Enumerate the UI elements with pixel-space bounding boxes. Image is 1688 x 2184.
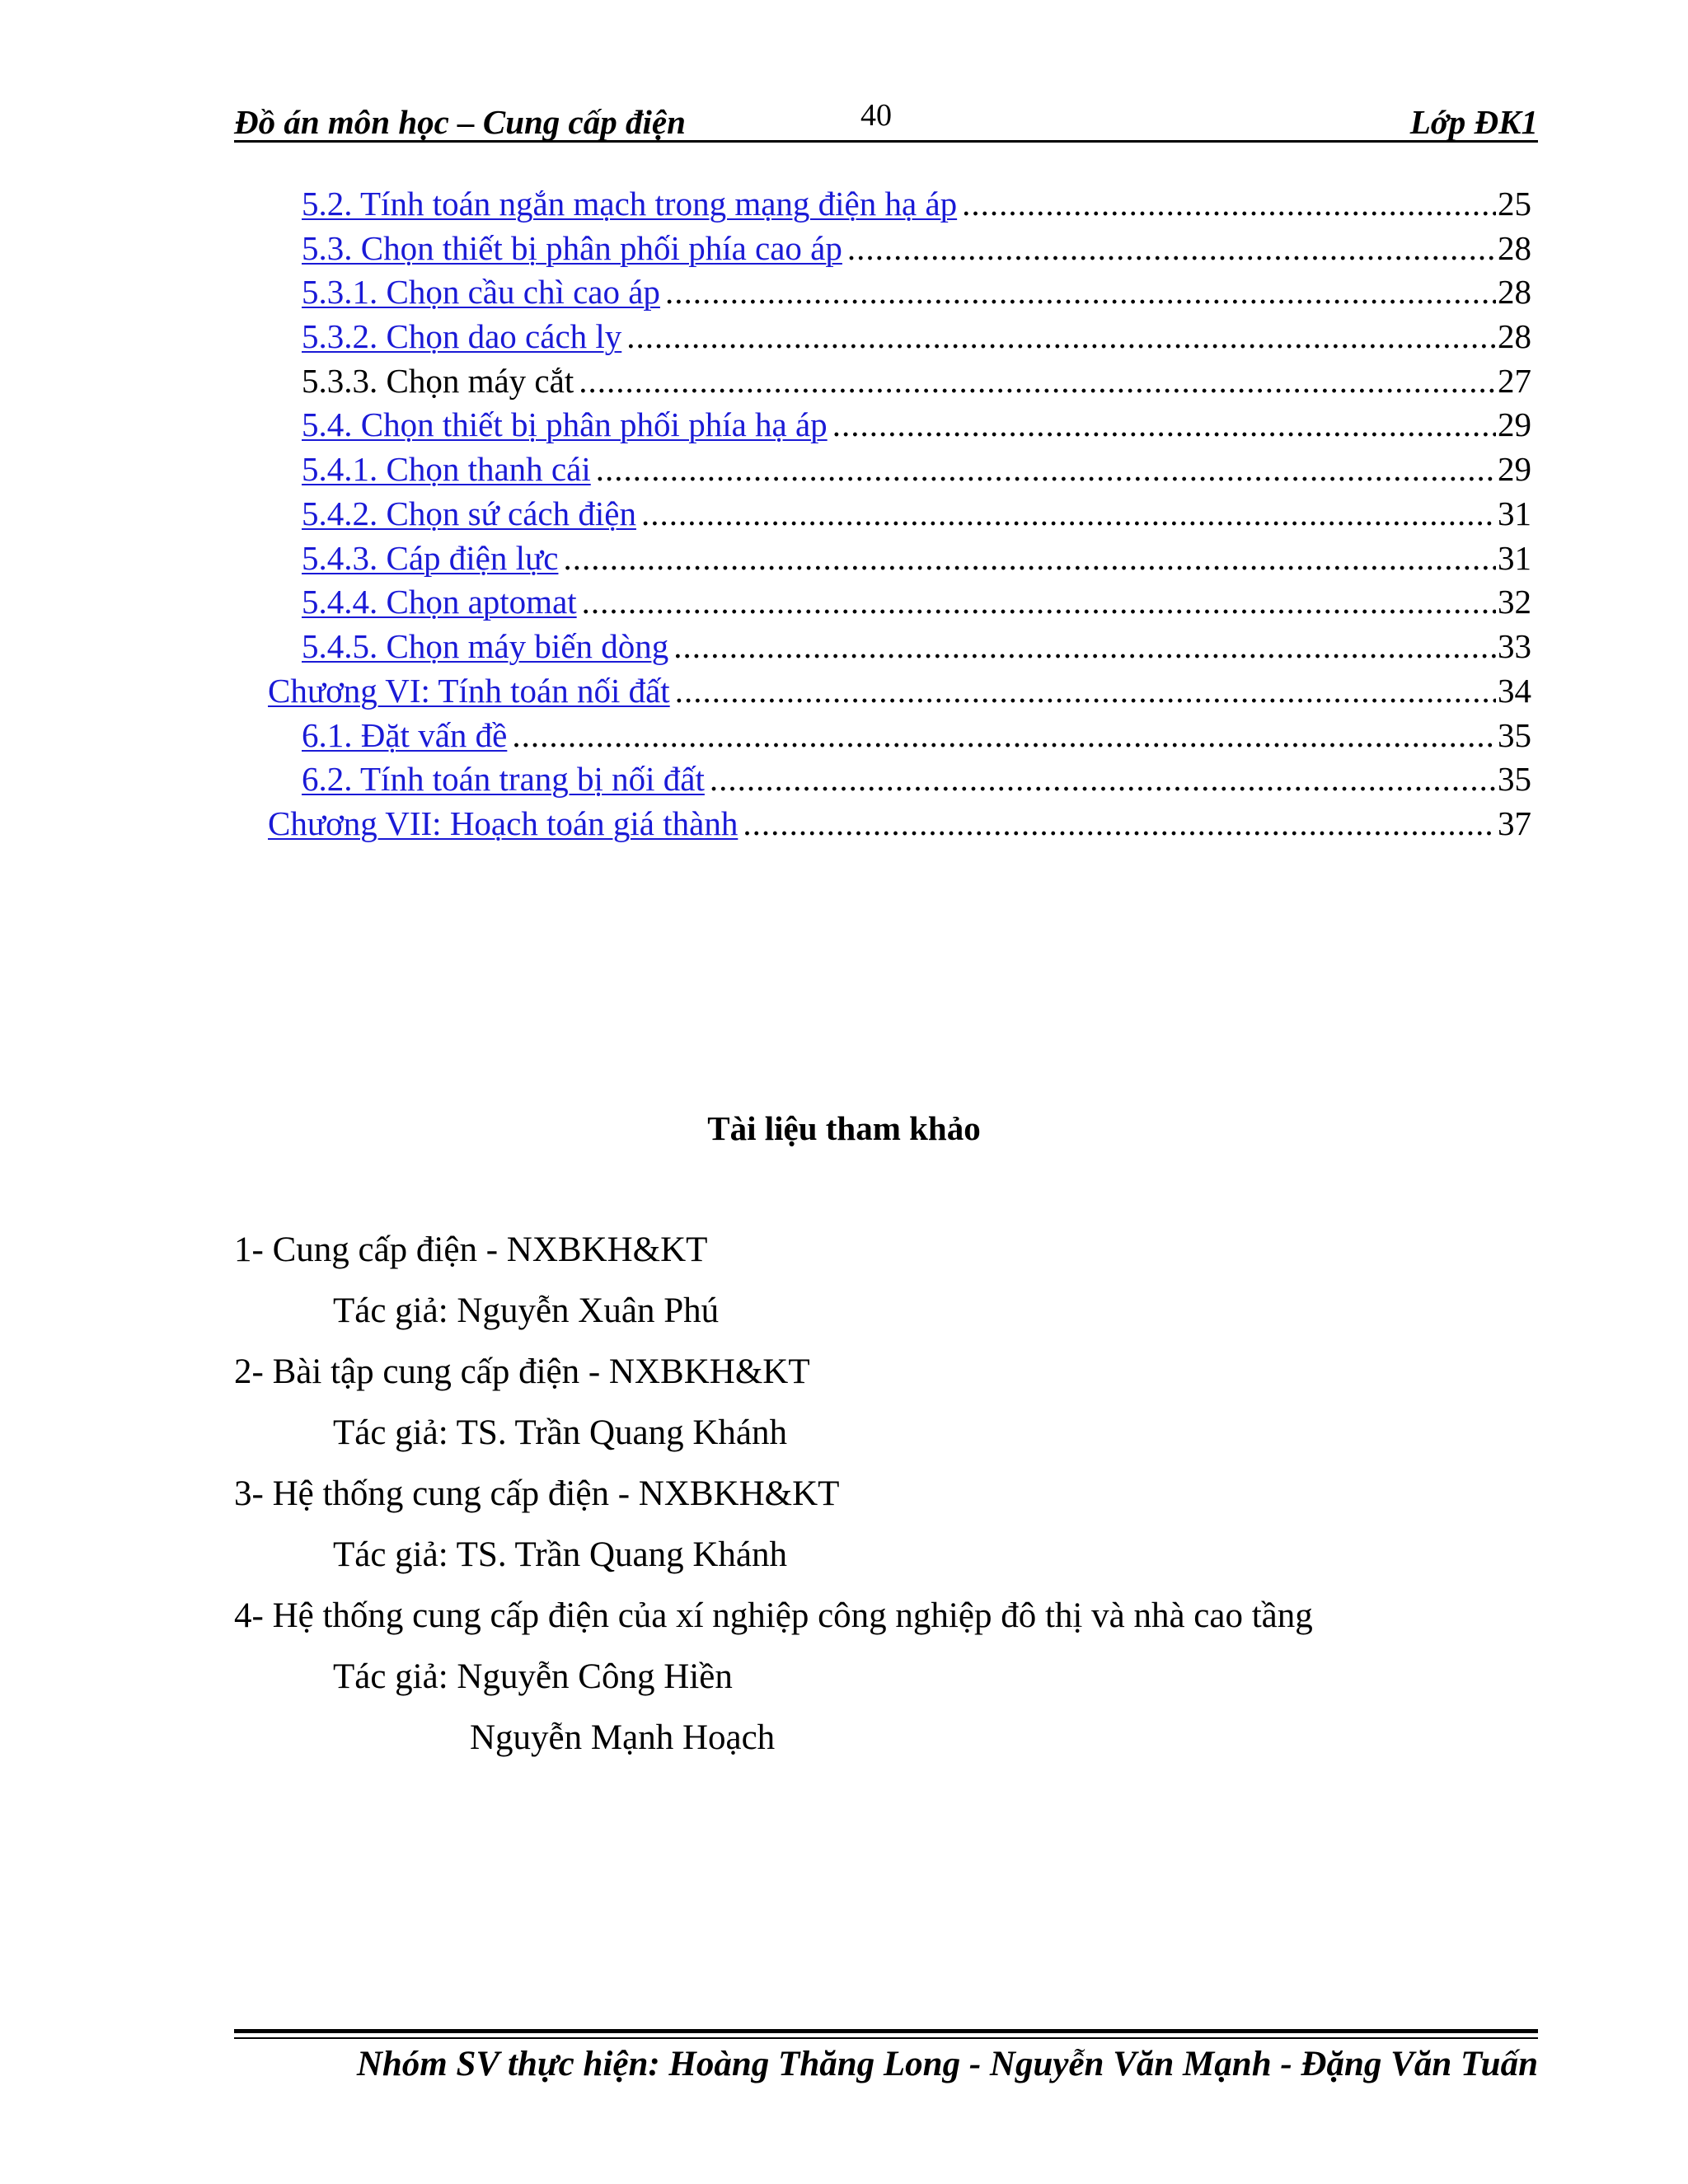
toc-leader-dots <box>563 536 1496 580</box>
toc-entry-page: 34 <box>1498 672 1531 710</box>
toc-entry-label[interactable]: Chương VII: Hoạch toán giá thành <box>268 804 738 842</box>
toc-entry[interactable] <box>302 226 1531 270</box>
toc-entry[interactable] <box>268 801 1531 846</box>
toc-leader-dots <box>962 181 1496 226</box>
toc-entry-label[interactable]: 6.1. Đặt vấn đề <box>302 716 508 754</box>
toc-leader-dots <box>847 226 1496 270</box>
toc-entry-page: 28 <box>1498 273 1531 311</box>
toc-entry-label[interactable]: 5.3. Chọn thiết bị phân phối phía cao áp <box>302 229 842 267</box>
toc-entry-label[interactable]: 5.4.2. Chọn sứ cách điện <box>302 494 636 532</box>
toc-entry[interactable] <box>302 269 1531 314</box>
toc-leader-dots <box>743 801 1496 846</box>
toc-entry[interactable] <box>268 668 1531 713</box>
footer-authors: Nhóm SV thực hiện: Hoàng Thăng Long - Nguyễn Văn Mạnh - Đặng Văn Tuấn <box>356 2045 1538 2083</box>
reference-item: 4- Hệ thống cung cấp điện của xí nghiệp công nghiệp đô thị và nhà cao tầng <box>234 1596 1313 1635</box>
toc-entry-page: 37 <box>1498 804 1531 842</box>
footer-rule-thin <box>234 2037 1538 2039</box>
toc-leader-dots <box>512 713 1496 757</box>
toc-leader-dots <box>665 269 1496 314</box>
toc-leader-dots <box>641 491 1496 536</box>
footer-rule <box>234 2029 1538 2033</box>
page-number: 40 <box>860 98 892 133</box>
toc-leader-dots <box>596 447 1496 491</box>
toc-entry-label[interactable]: 5.4. Chọn thiết bị phân phối phía hạ áp <box>302 405 828 443</box>
toc-leader-dots <box>832 402 1496 447</box>
reference-item: 2- Bài tập cung cấp điện - NXBKH&KT <box>234 1352 810 1391</box>
page-header <box>234 97 1538 147</box>
toc-entry-label[interactable]: 6.2. Tính toán trang bị nối đất <box>302 760 705 798</box>
toc-entry[interactable] <box>302 491 1531 536</box>
toc-leader-dots <box>675 668 1496 713</box>
reference-author: Tác giả: Nguyễn Xuân Phú <box>333 1291 720 1330</box>
toc-entry-page: 28 <box>1498 317 1531 355</box>
toc-entry-page: 33 <box>1498 627 1531 665</box>
header-title: Đồ án môn học – Cung cấp điện <box>234 103 686 141</box>
toc-entry-page: 29 <box>1498 405 1531 443</box>
toc-entry-label[interactable]: 5.4.1. Chọn thanh cái <box>302 450 591 488</box>
toc-leader-dots <box>626 314 1496 359</box>
toc-entry-page: 25 <box>1498 185 1531 223</box>
toc-entry-page: 35 <box>1498 760 1531 798</box>
toc-entry-label[interactable]: Chương VI: Tính toán nối đất <box>268 672 670 710</box>
toc-entry[interactable] <box>302 402 1531 447</box>
toc-entry[interactable] <box>302 757 1531 801</box>
toc-entry-page: 35 <box>1498 716 1531 754</box>
header-rule <box>234 140 1538 143</box>
toc-entry-page: 31 <box>1498 539 1531 577</box>
reference-item: 3- Hệ thống cung cấp điện - NXBKH&KT <box>234 1474 840 1513</box>
reference-author: Tác giả: TS. Trần Quang Khánh <box>333 1535 787 1574</box>
toc-entry[interactable] <box>302 579 1531 624</box>
toc-entry-label[interactable]: 5.4.3. Cáp điện lực <box>302 539 559 577</box>
toc-entry[interactable] <box>302 314 1531 359</box>
toc-entry-page: 29 <box>1498 450 1531 488</box>
toc-entry[interactable] <box>302 713 1531 757</box>
reference-item: 1- Cung cấp điện - NXBKH&KT <box>234 1230 708 1269</box>
reference-author: Tác giả: Nguyễn Công Hiền <box>333 1657 733 1696</box>
toc-entry <box>302 359 1531 403</box>
header-class: Lớp ĐK1 <box>1409 103 1538 141</box>
toc-entry-page: 28 <box>1498 229 1531 267</box>
toc-entry[interactable] <box>302 181 1531 226</box>
toc-entry-label[interactable]: 5.3.2. Chọn dao cách ly <box>302 317 622 355</box>
toc-entry-label[interactable]: 5.4.5. Chọn máy biến dòng <box>302 627 669 665</box>
toc-entry-label[interactable]: 5.2. Tính toán ngắn mạch trong mạng điện hạ áp <box>302 185 958 223</box>
toc-entry-page: 27 <box>1498 362 1531 400</box>
toc-leader-dots <box>582 579 1496 624</box>
toc-entry[interactable] <box>302 624 1531 668</box>
reference-author: Nguyễn Mạnh Hoạch <box>470 1718 776 1757</box>
references-title: Tài liệu tham khảo <box>707 1109 981 1147</box>
reference-author: Tác giả: TS. Trần Quang Khánh <box>333 1413 787 1452</box>
toc-entry[interactable] <box>302 536 1531 580</box>
toc-leader-dots <box>710 757 1496 801</box>
toc-leader-dots <box>673 624 1496 668</box>
toc-entry[interactable] <box>302 447 1531 491</box>
toc-entry-label[interactable]: 5.4.4. Chọn aptomat <box>302 583 577 621</box>
toc-entry-label[interactable]: 5.3.1. Chọn cầu chì cao áp <box>302 273 660 311</box>
toc-entry-page: 32 <box>1498 583 1531 621</box>
toc-entry-page: 31 <box>1498 494 1531 532</box>
toc-leader-dots <box>579 359 1496 403</box>
toc-entry-label: 5.3.3. Chọn máy cắt <box>302 362 574 400</box>
